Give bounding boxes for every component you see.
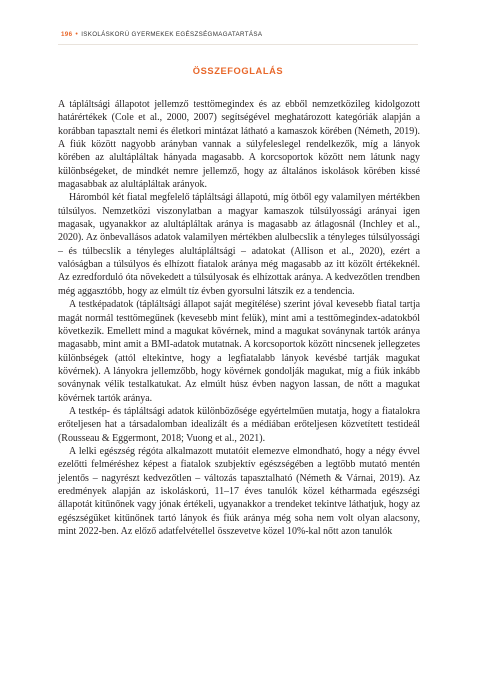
paragraph-3: A testképadatok (tápláltsági állapot saját megítélése) szerint jóval kevesebb fiatal tartja magát normál testtömegűnek (kevesebb mint felük), mint ami a testtömegindex-adatokból következik. Emellett mind a magukat kövérnek, mind a magukat soványnak tartók aránya magasabb, mint amit a BMI-adatok mutatnak. A korcsoportok között nincsenek jellegzetes különbségek (attól eltekintve, hogy a legfiatalabb lányok kevésbé tartják magukat kövérnek). A lányokra jellemzőbb, hogy kövérnek gondolják magukat, míg a fiúk inkább soványnak vélik testalkatukat. Az elmúlt húsz évben nagyon lassan, de nőtt a magukat kövérnek tartók aránya. bbox=[58, 299, 420, 404]
running-title: ISKOLÁSKORÚ GYERMEKEK EGÉSZSÉGMAGATARTÁSA bbox=[81, 30, 263, 38]
section-title: ÖSSZEFOGLALÁS bbox=[192, 66, 284, 76]
page-number: 196 bbox=[61, 30, 73, 38]
paragraph-1: A tápláltsági állapotot jellemző testtömegindex és az ebből nemzetközileg kidolgozott határértékek (Cole et al., 2000, 2007) segítségével meghatározott kategóriák alapján a korábban tapasztalt nemi és életkori mintázat látható a kamaszok körében (Németh, 2019). A fiúk között nagyobb arányban vannak a súlyfeleslegel rendelkezők, míg a lányok körében az alultápláltak hányada magasabb. A korcsoportok között nem látunk nagy különbségeket, de mindkét nemre jellemző, hogy az általános iskolások körében kissé magasabbak az alultápláltak arányok. bbox=[58, 99, 420, 191]
header-rule bbox=[58, 44, 418, 45]
header-separator: • bbox=[75, 30, 79, 38]
paragraph-2: Háromból két fiatal megfelelő tápláltsági állapotú, míg ötből egy valamilyen mértékben túlsúlyos. Nemzetközi viszonylatban a magyar kamaszok túlsúlyossági arányai igen magasak, ugyanakkor az alultápláltak aránya is magasabb az átlagosnál (Inchley et al., 2020). Az önbevallásos adatok valamilyen mértékben alulbecslik a tényleges túlsúlyossági – és túlbecslik a tényleges alultápláltsági – adatokat (Allison et al., 2020), ezért a valóságban a túlsúlyos és elhízott fiatalok aránya még magasabb az itt közölt értékeknél. Az ezredforduló óta növekedett a túlsúlyosak és elhízottak aránya. A kedvezőtlen trendben még aggasztóbb, hogy az elmúlt tíz évben gyorsulni látszik ez a tendencia. bbox=[58, 192, 420, 297]
paragraph-4: A testkép- és tápláltsági adatok különbözősége egyértelműen mutatja, hogy a fiatalokra erőteljesen hat a társadalomban idealizált és a médiában erőteljesen közvetített testideál (Rousseau & Eggermont, 2018; Vuong et al., 2021). bbox=[58, 405, 420, 444]
paragraph-5: A lelki egészség régóta alkalmazott mutatóit elemezve elmondható, hogy a négy évvel ezelőtti felméréshez képest a fiatalok szubjektív egészségében a legtöbb mutató mentén jelentős – nagyrészt kedvezőtlen – változás tapasztalható (Németh & Várnai, 2019). Az eredmények alapján az iskoláskorú, 11–17 éves tanulók közel kétharmada egészségi állapotát kitűnőnek vagy jónak értékeli, ugyanakkor a trendeket tekintve láthatjuk, hogy az egészségüket kitűnőnek tartó lányok és fiúk aránya még soha nem volt olyan alacsony, mint 2022-ben. Az előző adatfelvétellel összevetve közel 10%-kal nőtt azon tanulók bbox=[58, 445, 420, 537]
body-text bbox=[58, 98, 420, 538]
running-header bbox=[61, 28, 262, 40]
